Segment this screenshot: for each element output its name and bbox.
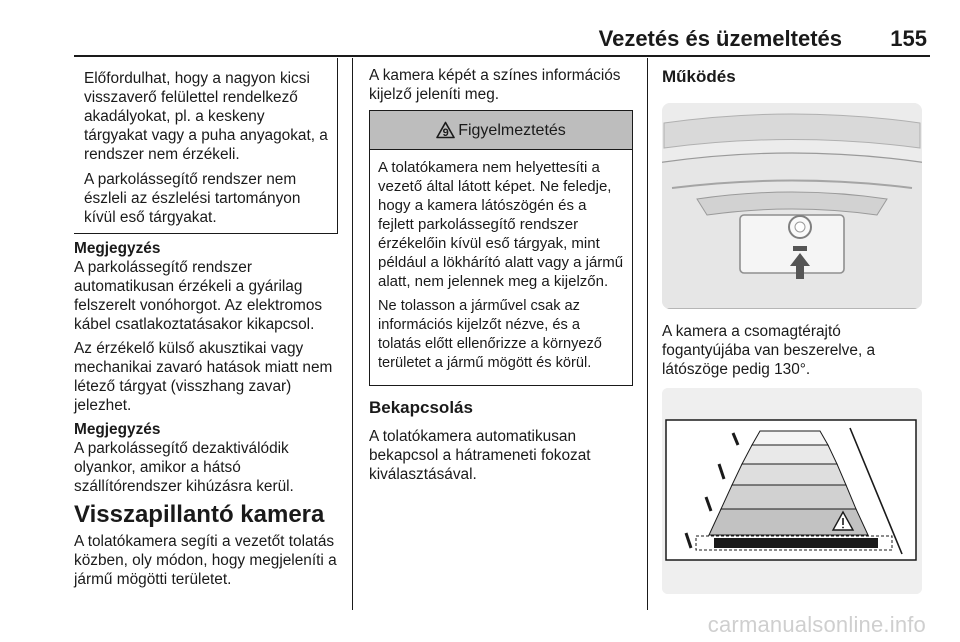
note-1-heading: Megjegyzés [74,240,161,257]
page-header [0,26,960,56]
column-2-intro [369,66,635,109]
section-title: Visszapillantó kamera [74,501,325,528]
column-2-bottom [369,397,635,489]
camera-display-figure [662,388,922,594]
column-3-head [662,66,932,88]
warning-header [370,111,632,150]
info-box-text-1: Előfordulhat, hogy a nagyon kicsi visszaverő felülettel rendelkező akadályokat, pl. a keskeny tárgyakat vagy a puha anyagokat, a rendszer nem érzékeli. [84,70,328,163]
column-1 [74,239,338,594]
warning-title: Figyelmeztetés [458,121,566,139]
column-divider-2 [647,58,648,610]
note-2-heading: Megjegyzés [74,421,161,438]
info-box [74,58,338,234]
warning-text-1: A tolatókamera nem helyettesíti a vezető által látott képet. Ne feledje, hogy a kamera látószögén és a fejlett parkolássegítő rendszer érzékelőin kívül eső tárgyak, mint például a lökhárító alatt vagy a jármű alatt, nem jelennek meg a kijelzőn. [378,159,624,290]
warning-icon-number: 9 [442,127,449,139]
header-title: Vezetés és üzemeltetés [598,26,842,51]
watermark: carmanualsonline.info [707,612,926,637]
camera-intro-text: A kamera képét a színes információs kijelző jeleníti meg. [369,67,621,103]
bekapcsolas-text: A tolatókamera automatikusan bekapcsol a hátrameneti fokozat kiválasztásával. [369,428,591,483]
info-box-text-2: A parkolássegítő rendszer nem észleli az észlelési tartományon kívül eső tárgyakat. [84,171,301,226]
column-divider-1 [352,58,353,610]
warning-box [369,110,633,386]
header-rule [74,55,930,57]
note-2-text: A parkolássegítő dezaktiválódik olyankor, amikor a hátsó szállítórendszer kihúzásra kerül. [74,440,294,495]
note-1-text: A parkolássegítő rendszer automatikusan érzékeli a gyárilag felszerelt vonóhorgot. Az elektromos kábel csatlakoztatásakor kikapcsol. [74,259,323,333]
bekapcsolas-heading: Bekapcsolás [369,398,473,417]
column-3-caption [662,322,932,384]
page-number: 155 [890,26,927,51]
mukodes-heading: Működés [662,67,736,86]
warning-text-2: Ne tolasson a járművel csak az információs kijelzőt nézve, és a tolatás előtt ellenőrizze a környező területet a jármű mögött és körül. [378,298,602,371]
trunk-camera-figure [662,103,922,309]
section-text: A tolatókamera segíti a vezetőt tolatás közben, oly módon, hogy megjeleníti a jármű mögötti területet. [74,533,337,588]
camera-caption: A kamera a csomagtérajtó fogantyújába van beszerelve, a látószöge pedig 130°. [662,323,876,378]
note-1-paragraph-2: Az érzékelő külső akusztikai vagy mechanikai zavaró hatások miatt nem létező tárgyat (visszhang zavar) jelezhet. [74,340,333,414]
warning-icon [436,121,455,139]
